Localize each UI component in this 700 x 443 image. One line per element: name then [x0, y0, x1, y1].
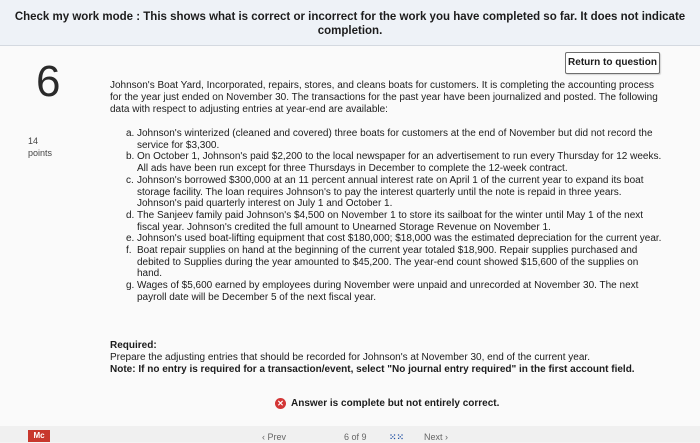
- note-text: Note: If no entry is required for a transaction/event, select "No journal entry required" in the first account field.: [110, 364, 635, 375]
- prev-button[interactable]: ‹ Prev: [262, 432, 287, 442]
- answer-status: [275, 395, 530, 411]
- required-heading: Required:: [110, 340, 157, 351]
- banner-line-1: Check my work mode : This shows what is correct or incorrect for the work you have completed so far. It does not indicate: [14, 11, 686, 23]
- item-text: Johnson's used boat-lifting equipment that cost $180,000; $18,000 was the estimated depreciation for the current year.: [137, 233, 662, 245]
- item-letter: b.: [126, 151, 135, 163]
- adjusting-data-list: [126, 128, 666, 304]
- next-label: Next: [424, 432, 443, 442]
- item-text: Wages of $5,600 earned by employees during November were unpaid and unrecorded at November 30. The next payroll date will be December 5 of the next fiscal year.: [137, 280, 639, 303]
- question-intro: Johnson's Boat Yard, Incorporated, repairs, stores, and cleans boats for customers. It is completing the accounting process for the year just ended on November 30. The transactions for the past year have been journalized and posted. The following data with respect to adjusting entries at year-end are available:: [110, 80, 658, 115]
- banner-line-2: completion.: [317, 25, 383, 37]
- item-text: Boat repair supplies on hand at the beginning of the current year totaled $18,900. Repair supplies purchased and debited to Supplies during the year amounted to $45,200. The year-end count showed $15,600 of the supplies on hand.: [137, 245, 639, 280]
- mcgraw-hill-logo: Mc: [28, 430, 50, 442]
- question-page: [0, 46, 700, 442]
- required-section: [110, 340, 690, 376]
- list-item: [126, 233, 666, 245]
- list-item: [126, 151, 666, 174]
- answer-status-text: Answer is complete but not entirely correct.: [291, 397, 500, 409]
- item-text: Johnson's borrowed $300,000 at an 11 percent annual interest rate on April 1 of the current year to expand its boat storage facility. The loan requires Johnson's to pay the interest quarterly until the note is repaid in three years. Johnson's paid quarterly interest on July 1 and October 1.: [137, 174, 644, 210]
- required-text: Prepare the adjusting entries that should be recorded for Johnson's at November 30, end of the current year.: [110, 352, 590, 363]
- page-indicator: 6 of 9: [344, 432, 367, 442]
- item-letter: e.: [126, 233, 135, 245]
- check-my-work-banner: [0, 0, 700, 46]
- next-button[interactable]: Next ›: [424, 432, 449, 442]
- item-letter: a.: [126, 128, 135, 139]
- prev-label: Prev: [267, 432, 287, 442]
- item-letter: f.: [126, 245, 132, 257]
- item-letter: c.: [126, 174, 134, 186]
- list-item: [126, 128, 666, 151]
- item-text: Johnson's winterized (cleaned and covered) three boats for customers at the end of November but did not record the service for $3,300.: [137, 128, 653, 151]
- item-letter: g.: [126, 280, 135, 292]
- list-item: [126, 280, 666, 303]
- list-item: [126, 245, 666, 280]
- question-number: 6: [36, 57, 61, 106]
- points-value: 14: [28, 136, 39, 146]
- item-text: On October 1, Johnson's paid $2,200 to the local newspaper for an advertisement to run every Thursday for 12 weeks. All ads have been run except for three Thursdays in December to complete the 12-week contract.: [137, 151, 662, 175]
- item-text: The Sanjeev family paid Johnson's $4,500 on November 1 to store its sailboat for the winter until May 1 of the next fiscal year. Johnson's credited the full amount to Unearned Storage Revenue on November 1.: [137, 209, 644, 233]
- item-letter: d.: [126, 209, 135, 221]
- grid-icon[interactable]: ⁙⁙: [389, 432, 405, 442]
- list-item: [126, 210, 666, 233]
- incorrect-x-icon: ✕: [275, 398, 286, 409]
- list-item: [126, 175, 666, 210]
- points-label: points: [28, 148, 53, 158]
- return-to-question-button[interactable]: Return to question: [565, 52, 660, 74]
